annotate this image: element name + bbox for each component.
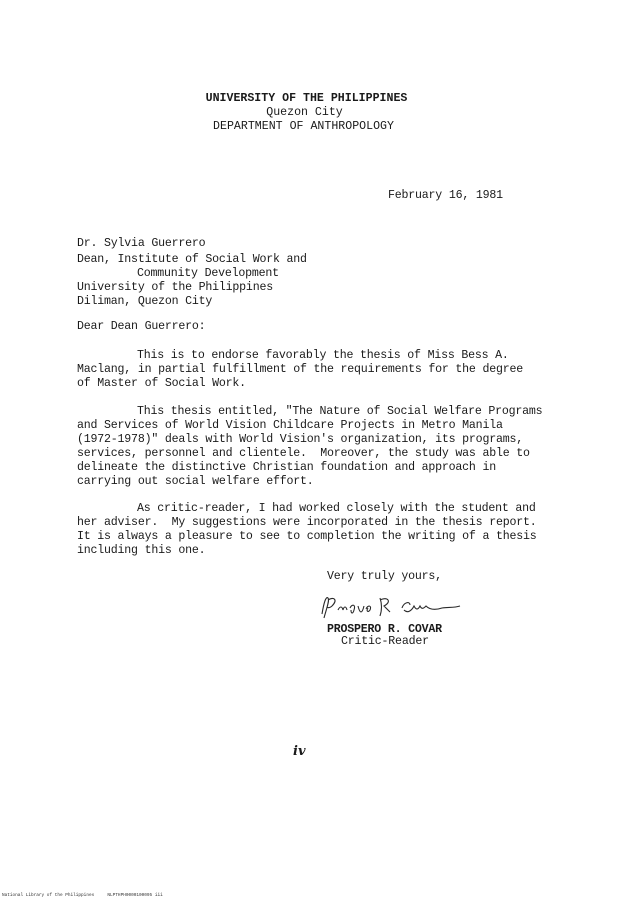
signer-title: Critic-Reader bbox=[341, 635, 429, 648]
letterhead-university: UNIVERSITY OF THE PHILIPPINES bbox=[205, 92, 408, 105]
body-line: delineate the distinctive Christian foundation and approach in bbox=[77, 461, 496, 474]
recipient-line: Dr. Sylvia Guerrero bbox=[77, 237, 206, 250]
letterhead-department: DEPARTMENT OF ANTHROPOLOGY bbox=[213, 120, 394, 133]
salutation: Dear Dean Guerrero: bbox=[77, 320, 206, 333]
body-line: As critic-reader, I had worked closely with the student and bbox=[137, 502, 536, 515]
page-number: iv bbox=[293, 744, 306, 759]
letterhead-city: Quezon City bbox=[266, 106, 343, 119]
signature-icon bbox=[318, 588, 478, 624]
body-line: of Master of Social Work. bbox=[77, 377, 246, 390]
footer-stamp: National Library of the Philippines NLPTHPH0000100095 iii bbox=[2, 893, 163, 898]
closing: Very truly yours, bbox=[327, 570, 442, 583]
body-line: This thesis entitled, "The Nature of Social Welfare Programs bbox=[137, 405, 543, 418]
body-line: (1972-1978)" deals with World Vision's organization, its programs, bbox=[77, 433, 523, 446]
body-line: including this one. bbox=[77, 544, 206, 557]
signer-name: PROSPERO R. COVAR bbox=[327, 623, 442, 636]
body-line: This is to endorse favorably the thesis of Miss Bess A. bbox=[137, 349, 509, 362]
body-line: carrying out social welfare effort. bbox=[77, 475, 314, 488]
body-line: It is always a pleasure to see to completion the writing of a thesis bbox=[77, 530, 537, 543]
body-line: her adviser. My suggestions were incorporated in the thesis report. bbox=[77, 516, 537, 529]
body-line: and Services of World Vision Childcare Projects in Metro Manila bbox=[77, 419, 503, 432]
recipient-line: Diliman, Quezon City bbox=[77, 295, 213, 308]
body-line: Maclang, in partial fulfillment of the requirements for the degree bbox=[77, 363, 523, 376]
letter-date: February 16, 1981 bbox=[388, 189, 503, 202]
recipient-line: Dean, Institute of Social Work and bbox=[77, 253, 307, 266]
body-line: services, personnel and clientele. Moreover, the study was able to bbox=[77, 447, 530, 460]
recipient-line: Community Development bbox=[137, 267, 279, 280]
recipient-line: University of the Philippines bbox=[77, 281, 273, 294]
